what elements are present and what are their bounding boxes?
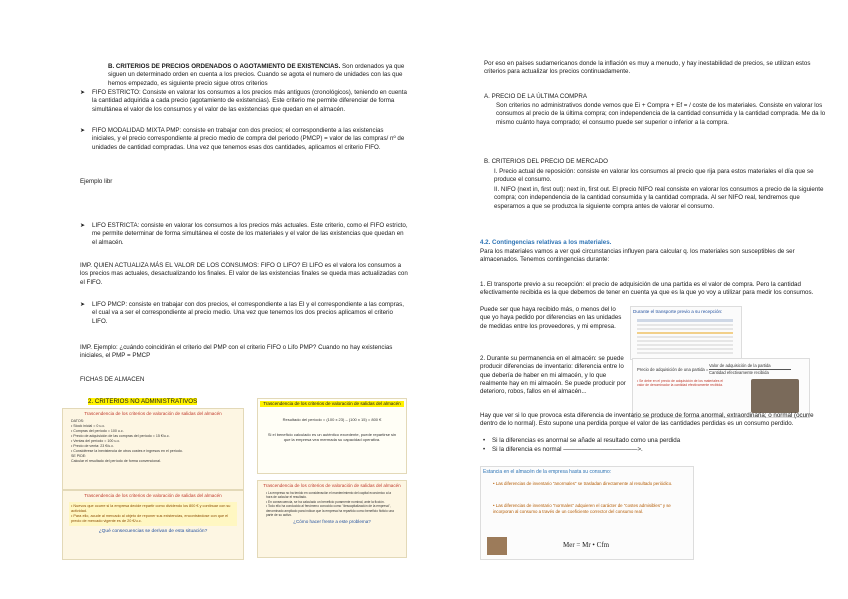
b-item-i: I. Precio actual de reposición: consiste en valorar los consumos al precio que rija para estos materiales el día que se produce el consumo. [494,168,814,184]
slide-line: • Nuevos que ocurre si la empresa decide repartir como dividendo los 800 € y continuar con su actividad. [71,504,231,513]
slide-consecuencias [62,490,244,560]
slide-line: • Para ello, acude al mercado al objeto de reponer sus existencias, encontrándose con que el precio de mercado vigente es de 20 €/u.c. [71,514,229,523]
slide-question: ¿Qué consecuencias se derivan de esta situación? [98,529,208,534]
fifo-estricto-item [80,89,408,114]
fraction-label: Precio de adquisición de una partida = [637,367,709,372]
criterion-b [108,63,408,88]
slide-datos [62,408,244,490]
transport-table [637,319,733,355]
slide-descapitalizacion [257,480,407,558]
formula: Mer = Mr • Cfm [563,541,610,549]
slide-estancia-almacen [480,466,694,560]
fraction-denominator: Cantidad efectivamente recibida [709,370,769,375]
criterion-b-title: B. CRITERIOS DE PRECIOS ORDENADOS O AGOTAMIENTO DE EXISTENCIAS. [108,63,341,70]
arrow-bullet-icon: ➤ [80,302,86,308]
contingencias-title: 4.2. Contingencias relativas a los materiales. [480,239,612,246]
lifo-estricta-item [80,222,408,247]
boxes-photo [487,537,507,555]
slide-line: Calcular el resultado del período de forma convencional. [71,459,161,463]
fifo-mixta-item [80,127,408,152]
bullet-anormal [483,437,828,445]
bullet-anormal-text: Si la diferencias es anormal se añade al resultado como una perdida [492,437,681,444]
slide-title: Trascendencia de los criterios de valoración de salidas del almacén [84,411,222,416]
a-title: A. PRECIO DE LA ÚLTIMA COMPRA [484,93,588,100]
slide-transporte [630,306,742,360]
slide-line: • Considérese la inexistencia de otros costes e ingresos en el período. [71,449,183,453]
intro-paragraph: Por eso en países sudamericanos donde la inflación es muy a menudo, y hay inestabilidad de precios, se utilizan estos criterios para actualizar los precios continuadamente. [484,60,811,76]
item-transporte-cont: Puede ser que haya recibido más, o menos del lo que yo haya pedido por diferencias en las unidades de medidas entre los proveedores, y mi empresa. [480,306,622,330]
slide-line: DATOS: [71,419,85,423]
imp-quien-actualiza: IMP. QUIEN ACTUALIZA MÁS EL VALOR DE LOS CONSUMOS: FIFO O LIFO? El LIFO es el valora los consumos a los precios mas actuales, desactualizando los finales. El valor de las existencias finales se queda mas actualizadas con el FIFO. [80,262,408,286]
right-page [424,0,848,599]
bullet-dot-icon: • [483,438,486,444]
slide-line: • En consecuencia, se ha calculado un beneficio puramente nominal, ante la ficción. [266,499,385,504]
slide-precio-adquisicion [632,358,810,418]
b-title: B. CRITERIOS DEL PRECIO DE MERCADO [484,158,608,165]
arrow-bullet-icon: ➤ [80,223,86,229]
contingencias-body: Para los materiales vamos a ver qué circunstancias influyen para calcular q. los materiales son susceptibles de ser almacenados. Tenemos contingencias durante: [480,248,795,264]
fichas-almacen: FICHAS DE ALMACEN [80,376,145,383]
slide-note [69,502,237,526]
b-item-ii: II. NIFO (next in, first out): next in, first out. El precio NIFO real consiste en valorar los consumos a precio de la siguiente compra; con independencia de la cantidad consumida y la cantidad comprada. Al ser NIFO real, tendremos que esperarnos a que se produzca la siguiente compra antes de valorar el consumo. [494,186,824,210]
slide-line: • Precio de venta: 23 €/u.c. [71,444,115,448]
item-permanencia: 2. Durante su permanencia en el almacén: se puede producir diferencias de inventario: diferencia entre lo que debería de haber en mi almacén, y lo que realmente hay en mi almacén. Se puede producir por deterioro, robos, fallos en el almacén... [480,355,626,396]
slide-title: Trascendencia de los criterios de valoración de salidas del almacén [260,401,404,407]
slide-resultado [257,398,407,474]
arrow-bullet-icon: ➤ [80,90,86,96]
slide-line: • Precio de adquisición de las compras del período = 15 €/u.c. [71,434,170,438]
fifo-mixta-text: FIFO MODALIDAD MIXTA PMP: consiste en trabajar con dos precios; el correspondiente a las existencias iniciales, y el precio correspondiente al precio medio de compra del periodo (PMCP) = valor de las compras/ nº de unidades de cantidad compradas. Una vez que tenemos esas dos cantidades, aplicamos el criterio FIFO. [92,127,405,151]
slide-title: Durante el transporte previo a su recepción: [633,309,723,314]
fraction-numerator: Valor de adquisición de la partida [709,363,771,368]
slide-title: Trascendencia de los criterios de valoración de salidas del almacén [84,493,222,498]
ejemplo-libr: Ejemplo libr [80,178,113,185]
criterion-b-body: Son ordenados ya que siguen un determinado orden en cuenta a los precios. Cuando se agota el numero de unidades con las que hemos empezado, es siguiente precio sigue otros criterios [108,63,405,87]
bullet-dot-icon: • [483,447,486,453]
bullet-normal [483,446,828,454]
slide-line: Si el beneficio calculado es un auténtico excedente, puede repartirse sin que la empresa vea mermada su capacidad operativa. [267,432,397,442]
slide-line: • Las diferencias de inventario "anormales" se trasladan directamente al resultado periódico. [493,481,673,486]
slide-question: ¿Cómo hacer frente a este problema? [293,519,371,525]
lifo-estricta-text: LIFO ESTRICTA: consiste en valorar los consumos a los precios más actuales. Este criterio, como el FIFO estricto, me permite determinar de forma simultánea el coste de los materiales y el valor de las existencias que quedan en el almacén. [92,222,408,246]
slide-line: • La empresa no ha tenido en consideración el mantenimiento del capital económico a la hora de calcular el resultado. [266,491,391,500]
slide-note: • Se debe en el precio de adquisición de los materiales el valor de denominador la cantidad efectivamente recibida. [637,379,724,388]
slide-title: Trascendencia de los criterios de valoración de salidas del almacén [263,483,401,488]
a-body: Son criterios no administrativos donde vemos que Ei + Compra + Ef = / coste de los materiales. Consiste en valorar los consumos al precio de la última compra; con independencia de la cantidad consumida y la cantidad comprada. Me da lo mismo cuánto haya comprado; el consumo puede ser superior o inferior a la compra. [496,102,826,126]
item-permanencia-cont: Hay que ver si lo que provoca esta diferencia de inventario se produce de forma anormal, extraordinaria; o normal (ocurre dentro de lo normal). Esto supone una perdida porque el valor de las cantidades perdidas es un consumo perdido. [480,412,814,428]
fifo-estricto-text: FIFO ESTRICTO: Consiste en valorar los consumos a los precios más antiguos (cronológicos), teniendo en cuenta la cantidad adquirida a cada precio (agotamiento de existencias). Este criterio me permite diferenciar de forma simultánea el valor de los consumos y el valor de las existencias que quedan en el almacén. [92,89,407,113]
arrow-bullet-icon: ➤ [80,128,86,134]
slide-line: • Las diferencias de inventario "normales" adquieren el carácter de "costes admisibles" y se incorporan al consumo a través de un coeficiente corrector del consumo real. [493,503,671,514]
slide-line: • Compras del período = 100 u.c. [71,429,124,433]
lifo-pmcp-text: LIFO PMCP: consiste en trabajar con dos precios, el correspondiente a las EI y el correspondiente a las compras, el cual va a ser el correspondiente al precio medio. Una vez que tenemos los dos precios aplicamos el criterio LIFO. [92,301,404,325]
slide-line: • Stock inicial = 0 u.c. [71,424,106,428]
imp-ejemplo: IMP. Ejemplo: ¿cuándo coincidirán el criterio del PMP con el criterio FIFO o Lifo PMP? Cuando no hay existencias iniciales, el PMP = PMCP [80,344,393,360]
criterios-no-admin-label: 2. CRITERIOS NO ADMINISTRATIVOS [88,398,198,405]
slide-title: Estancia en el almacén de la empresa hasta su consumo: [483,469,612,475]
item-transporte: 1. El transporte previo a su recepción: el precio de adquisición de una partida es el valor de compra. Pero la cantidad efectivamente recibida es la que debemos de tener en cuenta ya que es la que yo voy a utilizar para medir los consumos. [480,281,814,297]
bullet-normal-text: Si la diferencia es normal ————————————>. [492,446,643,453]
warehouse-photo [751,379,799,413]
slide-line: Resultado del período = (100 x 23) – (100 x 15) = 800 € [282,417,382,422]
lifo-pmcp-item [80,301,408,326]
slide-line: • Todo ello ha conducido al fenómeno conocido como "descapitalización de la empresa", denominado ampliado para indicar que la empresa ha repartido como beneficio ficticio una parte de su activo. [266,504,394,518]
slide-line: SE PIDE: [71,454,87,458]
slide-line: • Ventas del período = 100 u.c. [71,439,121,443]
